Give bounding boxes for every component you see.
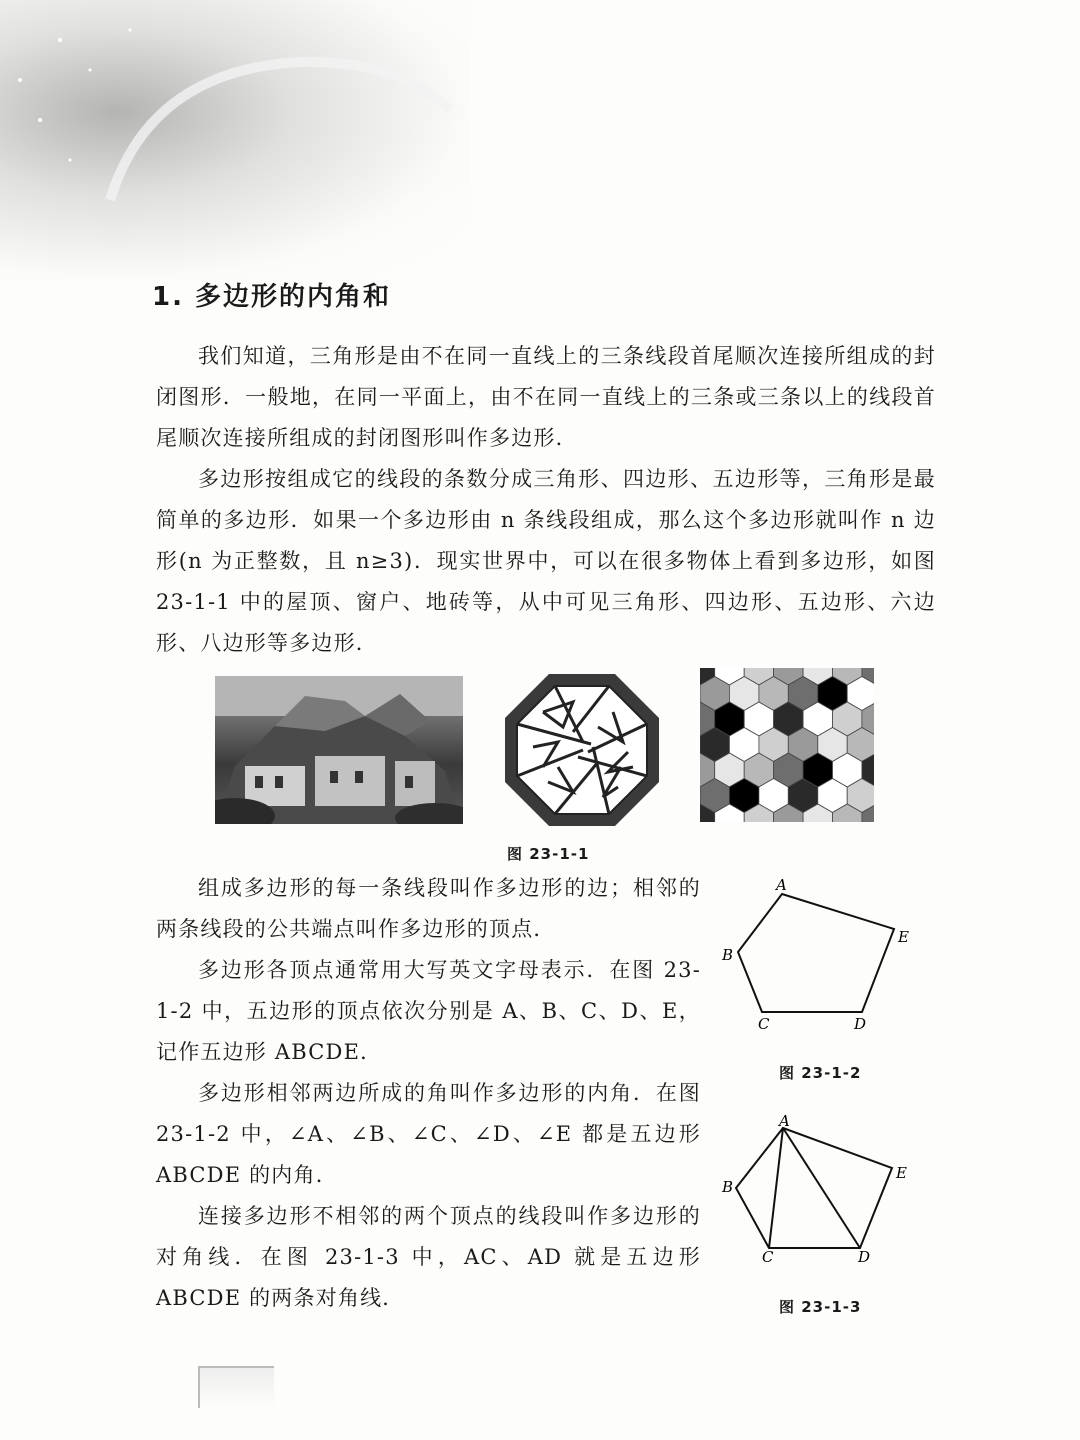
corner-decoration <box>0 0 470 280</box>
hexagon-tile-graphic <box>700 668 874 822</box>
vertex-label-b: B <box>722 946 734 964</box>
page-number-tab <box>198 1366 274 1408</box>
vertex-label-d: D <box>858 1248 871 1266</box>
figure-caption-23-1-2: 图 23-1-2 <box>779 1064 862 1082</box>
vertex-label-a: A <box>776 876 787 894</box>
vertex-label-e: E <box>896 1164 907 1182</box>
vertex-label-a: A <box>779 1112 790 1130</box>
figure-caption-23-1-1: 图 23-1-1 <box>507 845 590 863</box>
corner-arc-graphic <box>0 0 470 280</box>
hexagon-tile-figure <box>700 668 874 822</box>
vertex-label-c: C <box>762 1248 774 1266</box>
paragraph-polygon-types: 多边形按组成它的线段的条数分成三角形、四边形、五边形等，三角形是最简单的多边形．如果一个多边形由 n 条线段组成，那么这个多边形就叫作 n 边形(n 为正整数，且 n≥3)．现实世界中，可以在很多物体上看到多边形，如图 23-1-1 中的屋顶、窗户、地砖等，从中可见三角形、四边形、五边形、六边形、八边形等多边形． <box>156 467 936 655</box>
pentagon-diagonals-figure-23-1-3 <box>712 1110 922 1275</box>
paragraph-polygon-definition: 我们知道，三角形是由不在同一直线上的三条线段首尾顺次连接所组成的封闭图形．一般地，在同一平面上，由不在同一直线上的三条或三条以上的线段首尾顺次连接所组成的封闭图形叫作多边形． <box>156 344 936 450</box>
house-photo-graphic <box>215 676 463 824</box>
house-photo <box>215 676 463 824</box>
section-title: 1. 多边形的内角和 <box>152 282 392 312</box>
vertex-label-c: C <box>758 1015 770 1033</box>
paragraph-vertex-labels: 多边形各顶点通常用大写英文字母表示．在图 23-1-2 中，五边形的顶点依次分别是 A、B、C、D、E，记作五边形 ABCDE． <box>156 958 701 1064</box>
pentagon-figure-23-1-2 <box>712 872 922 1037</box>
paragraph-sides-vertices: 组成多边形的每一条线段叫作多边形的边；相邻的两条线段的公共端点叫作多边形的顶点． <box>156 876 701 941</box>
diagonal-ac <box>769 1128 783 1248</box>
paragraph-interior-angles: 多边形相邻两边所成的角叫作多边形的内角．在图 23-1-2 中，∠A、∠B、∠C、∠D、∠E 都是五边形 ABCDE 的内角． <box>156 1081 701 1187</box>
figure-caption-23-1-3: 图 23-1-3 <box>779 1298 862 1316</box>
diagonal-ad <box>783 1128 860 1248</box>
vertex-label-e: E <box>898 928 909 946</box>
pentagon-abcde <box>738 894 894 1012</box>
paragraph-diagonals: 连接多边形不相邻的两个顶点的线段叫作多边形的对角线．在图 23-1-3 中，AC、AD 就是五边形 ABCDE 的两条对角线． <box>156 1204 701 1310</box>
pentagon-abcde-outline <box>736 1128 892 1248</box>
octagon-window-figure <box>503 672 661 828</box>
vertex-label-b: B <box>722 1178 734 1196</box>
vertex-label-d: D <box>854 1015 867 1033</box>
